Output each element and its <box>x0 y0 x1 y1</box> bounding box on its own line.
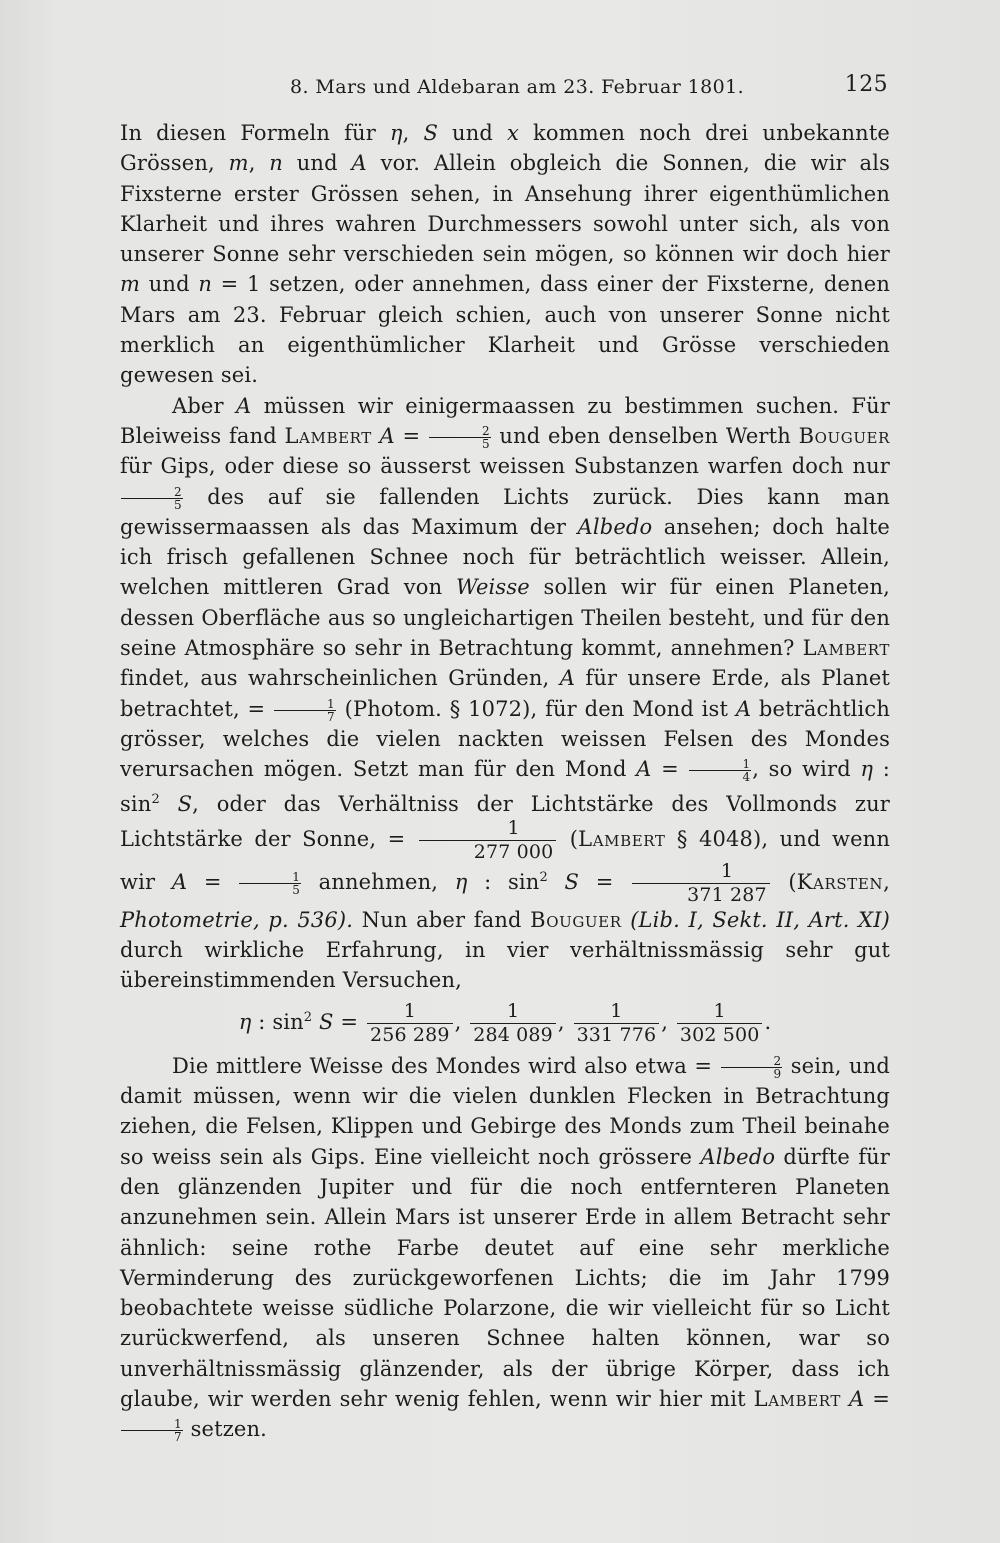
separator: . <box>764 1009 772 1034</box>
text: annehmen, <box>302 869 455 894</box>
text: und <box>438 121 508 145</box>
text: sollen wir für einen Planeten, dessen Oberfläche aus so ungleichartigen Theilen besteht, und für den seine Atmosphäre so sehr in Betrachtung kommt, annehmen? <box>120 575 891 661</box>
text: = <box>187 869 239 894</box>
numerator: 1 <box>470 1002 556 1024</box>
text: und <box>282 151 352 176</box>
text <box>622 908 631 932</box>
citation: Photometrie, p. 536). <box>120 907 354 932</box>
paragraph-3 <box>120 1051 890 1445</box>
inline-fraction <box>689 758 751 783</box>
numerator: 1 <box>239 871 301 884</box>
numerator: 1 <box>574 1002 660 1024</box>
text: In diesen Formeln für <box>120 121 390 145</box>
text: , <box>402 121 424 145</box>
denominator: 277 000 <box>473 840 554 863</box>
separator: , <box>454 1009 462 1034</box>
paragraph-2 <box>120 391 890 996</box>
symbol-A: A <box>379 423 395 448</box>
text: durch wirkliche Erfahrung, in vier verhältnissmässig sehr gut übereinstimmenden Versuchen, <box>120 938 890 993</box>
symbol-A: A <box>848 1386 865 1411</box>
symbol-S: S <box>564 869 580 894</box>
page-header <box>120 70 888 104</box>
page-number: 125 <box>844 72 888 97</box>
fraction <box>367 999 453 1046</box>
text: des auf sie fallenden Lichts zurück. Dies kann man gewissermaassen als das Maximum der <box>120 484 890 539</box>
text: = <box>864 1386 891 1411</box>
exponent: 2 <box>151 791 160 807</box>
inline-fraction <box>429 425 491 450</box>
symbol-A: A <box>636 757 652 782</box>
fraction <box>574 999 660 1046</box>
symbol-A: A <box>351 151 367 176</box>
numerator: 2 <box>721 1055 783 1068</box>
text: : sin <box>120 757 890 816</box>
emphasis: Weisse <box>455 575 530 600</box>
numerator: 2 <box>429 425 491 438</box>
symbol-eta: η <box>389 121 403 145</box>
text: für unsere Erde, als Planet betrachtet, = <box>120 666 890 721</box>
denominator: 4 <box>742 770 751 785</box>
symbol-m: m <box>120 272 141 297</box>
text: beträchtlich grösser, welches die vielen nackten weissen Felsen des Mondes verursachen mögen. Setzt man für den Mond <box>120 696 891 782</box>
author-name: Karsten <box>796 869 884 894</box>
text: sein, und damit müssen, wenn wir die vielen dunklen Flecken in Betrachtung ziehen, die Felsen, Klippen und Gebirge des Monds zum Theil beinahe so weiss sein als Gips. Eine vielleicht noch grössere <box>120 1053 890 1169</box>
text: = <box>651 757 689 782</box>
text: und <box>140 272 199 297</box>
displayed-equation <box>120 999 890 1046</box>
text: Die mittlere Weisse des Mondes wird also etwa = <box>172 1053 720 1078</box>
symbol-x: x <box>507 121 520 145</box>
numerator: 1 <box>632 862 770 884</box>
separator: , <box>661 1009 669 1034</box>
symbol-S: S <box>177 791 193 816</box>
body-text <box>120 118 890 1445</box>
author-name: Lambert <box>578 826 666 851</box>
denominator: 371 287 <box>687 883 767 906</box>
numerator: 1 <box>677 1002 763 1024</box>
denominator: 5 <box>174 497 182 512</box>
numerator: 1 <box>121 1418 183 1431</box>
symbol-m: m <box>228 151 249 176</box>
text: = 1 setzen, oder annehmen, dass einer der Fixsterne, denen Mars am 23. Februar gleich schien, auch von unserer Sonne nicht merklich an eigenthümlicher Klarheit und Grösse verschieden gewesen sei. <box>120 272 890 388</box>
citation: (Lib. I, Sekt. II, Art. XI) <box>630 907 890 932</box>
text: (Photom. § 1072), für den Mond ist <box>336 696 736 721</box>
denominator: 331 776 <box>576 1023 657 1046</box>
text: : sin <box>467 869 540 894</box>
symbol-A: A <box>735 696 752 721</box>
text: ansehen; doch halte ich frisch gefallenen Schnee noch für beträchtlich weisser. Allein, welchen mittleren Grad von <box>120 514 890 600</box>
fraction <box>677 999 763 1046</box>
numerator: 2 <box>121 486 183 499</box>
inline-fraction <box>121 486 183 511</box>
symbol-A: A <box>171 869 188 894</box>
symbol-eta: η <box>860 757 874 782</box>
denominator: 7 <box>174 1430 182 1445</box>
exponent: 2 <box>303 1009 313 1025</box>
symbol-S: S <box>423 121 439 145</box>
text: für Gips, oder diese so äusserst weissen Substanzen warfen doch nur <box>120 454 890 479</box>
fraction <box>632 859 770 906</box>
text: ( <box>558 826 579 851</box>
fraction <box>470 999 556 1046</box>
denominator: 284 089 <box>473 1023 553 1046</box>
exponent: 2 <box>539 869 548 885</box>
denominator: 256 289 <box>370 1023 450 1046</box>
inline-fraction <box>121 1418 183 1443</box>
text: , <box>248 151 270 176</box>
text: = <box>333 1009 365 1034</box>
text: setzen. <box>183 1417 268 1442</box>
text: = <box>394 423 428 448</box>
symbol-S: S <box>319 1009 334 1034</box>
separator: , <box>557 1009 565 1034</box>
text: und eben denselben Werth <box>491 423 799 448</box>
text: vor. Allein obgleich die Sonnen, die wir als Fixsterne erster Grössen sehen, in Ansehung ihrer eigenthümlichen Klarheit und ihres wahren Durchmessers sowohl unter sich, als von unserer Sonne sehr verschieden sein mögen, so können wir doch hier <box>120 151 890 267</box>
fraction <box>419 816 557 863</box>
denominator: 5 <box>481 436 490 451</box>
text: Nun aber fand <box>353 907 531 932</box>
text: dürfte für den glänzenden Jupiter und für die noch entfernteren Planeten anzunehmen sein. Allein Mars ist unserer Erde in allem Betracht sehr ähnlich: seine rothe Farbe deutet auf eine sehr merkliche Verminderung des zurückgeworfenen Lichts; die im Jahr 1799 beobachtete weisse südliche Polarzone, die wir vielleicht für so Licht zurückwerfend, als unseren Schnee halten können, war so unverhältnissmässig glänzender, als der übrige Körper, dass ich glaube, wir werden sehr wenig fehlen, wenn wir hier mit <box>120 1144 890 1411</box>
symbol-A: A <box>235 393 252 418</box>
running-title: 8. Mars und Aldebaran am 23. Februar 1801. <box>290 76 745 98</box>
author-name: Lambert <box>753 1386 842 1411</box>
symbol-eta: η <box>238 1009 252 1034</box>
symbol-n: n <box>198 272 212 297</box>
author-name: Lambert <box>284 423 372 448</box>
text: , <box>883 869 890 894</box>
text: , so wird <box>752 757 861 782</box>
denominator: 7 <box>327 709 335 724</box>
text: § 4048), und wenn wir <box>120 826 890 894</box>
text: , oder das Verhältniss der Lichtstärke des Vollmonds zur Lichtstärke der Sonne, = <box>120 791 890 851</box>
text: ( <box>771 869 797 894</box>
emphasis: Albedo <box>577 514 653 539</box>
denominator: 5 <box>292 882 301 897</box>
inline-fraction <box>239 871 301 896</box>
author-name: Lambert <box>802 636 890 661</box>
text: findet, aus wahrscheinlichen Gründen, <box>120 666 560 691</box>
text: Aber <box>172 393 236 418</box>
numerator: 1 <box>274 698 336 711</box>
author-name: Bouguer <box>530 907 622 932</box>
symbol-n: n <box>269 151 283 176</box>
text: = <box>579 869 631 894</box>
text: : sin <box>251 1009 304 1034</box>
inline-fraction <box>721 1055 783 1080</box>
symbol-A: A <box>559 666 576 691</box>
numerator: 1 <box>419 819 557 841</box>
paragraph-1 <box>120 118 890 391</box>
emphasis: Albedo <box>700 1144 776 1169</box>
author-name: Bouguer <box>798 423 891 448</box>
denominator: 9 <box>773 1066 782 1081</box>
text: kommen noch drei unbekannte Grössen, <box>120 121 890 176</box>
denominator: 302 500 <box>679 1023 760 1046</box>
symbol-eta: η <box>454 869 468 894</box>
inline-fraction <box>274 698 336 723</box>
numerator: 1 <box>689 758 751 771</box>
numerator: 1 <box>367 1002 453 1024</box>
text: müssen wir einigermaassen zu bestimmen suchen. Für Bleiweiss fand <box>120 393 891 448</box>
